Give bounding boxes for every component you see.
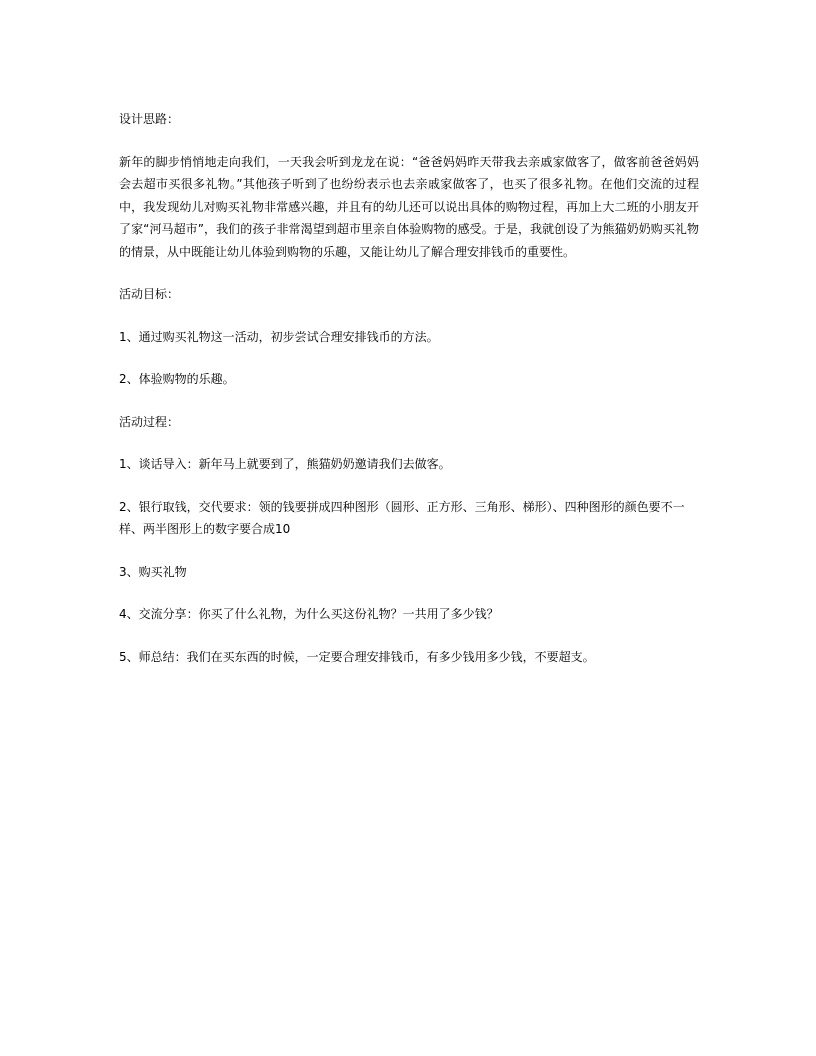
goal-item: 2、体验购物的乐趣。 [119,372,235,386]
document-body [119,108,699,688]
goal-item: 1、通过购买礼物这一活动，初步尝试合理安排钱币的方法。 [119,329,439,344]
process-item: 1、谈话导入：新年马上就要到了，熊猫奶奶邀请我们去做客。 [119,457,451,471]
process-item: 4、交流分享：你买了什么礼物，为什么买这份礼物？一共用了多少钱？ [119,607,499,621]
process-heading: 活动过程： [119,414,180,429]
process-item: 5、师总结：我们在买东西的时候，一定要合理安排钱币，有多少钱用多少钱，不要超支。 [119,649,595,664]
design-paragraph: 新年的脚步悄悄地走向我们，一天我会听到龙龙在说：“爸爸妈妈昨天带我去亲戚家做客了，做客前爸爸妈妈会去超市买很多礼物。”其他孩子听到了也纷纷表示也去亲戚家做客了，也买了很多礼物。在他们交流的过程中，我发现幼儿对购买礼物非常感兴趣，并且有的幼儿还可以说出具体的购物过程，再加上大二班的小朋友开了家“河马超市”，我们的孩子非常渴望到超市里亲自体验购物的感受。于是，我就创设了为熊猫奶奶购买礼物的情景，从中既能让幼儿体验到购物的乐趣，又能让幼儿了解合理安排钱币的重要性。 [119,154,699,259]
goals-heading: 活动目标： [119,287,180,301]
process-item: 2、银行取钱，交代要求：领的钱要拼成四种图形（圆形、正方形、三角形、梯形）、四种图形的颜色要不一样、两半图形上的数字要合成10 [119,499,685,536]
process-item: 3、购买礼物 [119,564,187,579]
design-heading: 设计思路： [119,112,180,126]
